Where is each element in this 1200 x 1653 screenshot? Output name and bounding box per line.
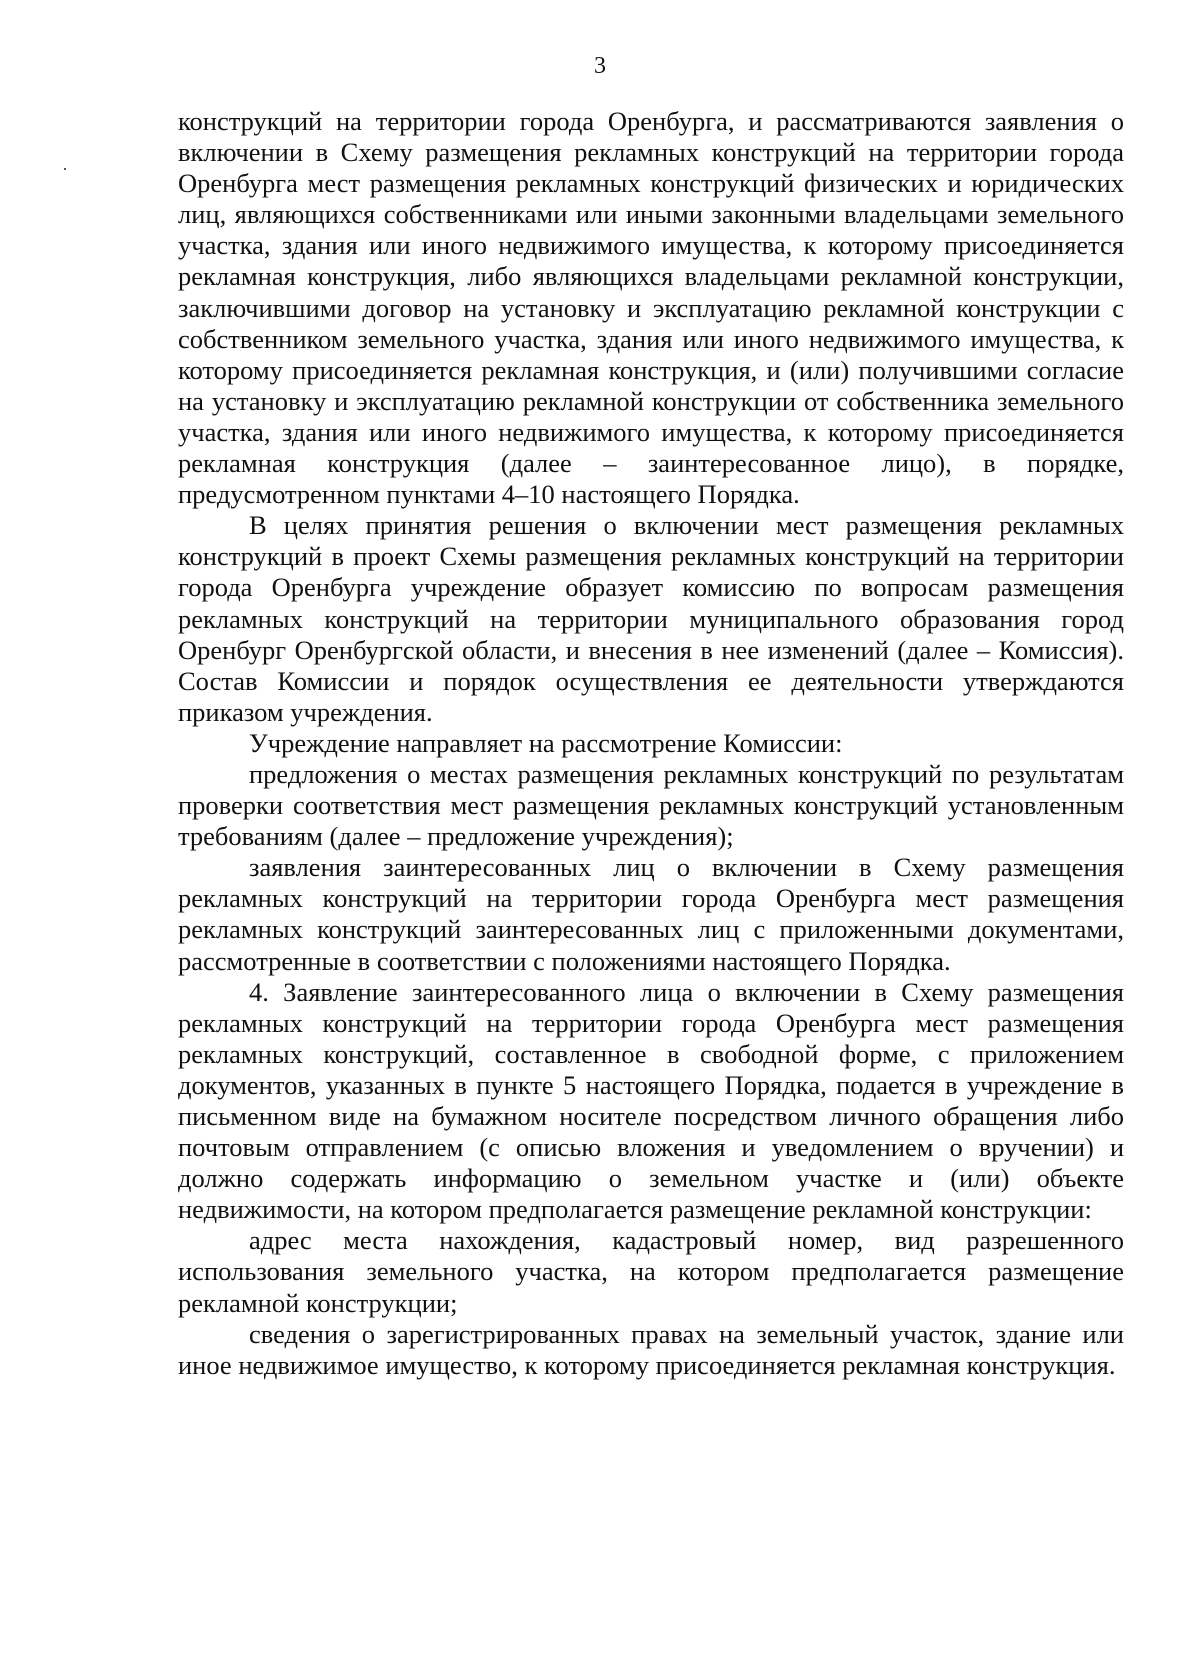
paragraph-rights-info: сведения о зарегистрированных правах на земельный участок, здание или иное недвижимое имущество, к которому присоединяется рекламная конструкция. <box>178 1318 1124 1380</box>
paragraph-commission: В целях принятия решения о включении мест размещения рекламных конструкций в проект Схемы размещения рекламных конструкций на территории города Оренбурга учреждение образует комиссию по вопросам размещения рекламных конструкций на территории муниципального образования город Оренбург Оренбургской области, и внесения в нее изменений (далее – Комиссия). Состав Комиссии и порядок осуществления ее деятельности утверждаются приказом учреждения. <box>178 510 1124 727</box>
page-number: 3 <box>594 53 606 79</box>
scan-speck <box>64 168 66 170</box>
paragraph-item-4: 4. Заявление заинтересованного лица о включении в Схему размещения рекламных конструкций на территории города Оренбурга мест размещения рекламных конструкций, составленное в свободной форме, с приложением документов, указанных в пункте 5 настоящего Порядка, подается в учреждение в письменном виде на бумажном носителе посредством личного обращения либо почтовым отправлением (с описью вложения и уведомлением о вручении) и должно содержать информацию о земельном участке и (или) объекте недвижимости, на котором предполагается размещение рекламной конструкции: <box>178 976 1124 1225</box>
paragraph-submission-intro: Учреждение направляет на рассмотрение Комиссии: <box>249 727 843 758</box>
paragraph-applications: заявления заинтересованных лиц о включении в Схему размещения рекламных конструкций на территории города Оренбурга мест размещения рекламных конструкций заинтересованных лиц с приложенными документами, рассмотренные в соответствии с положениями настоящего Порядка. <box>178 852 1124 976</box>
paragraph-proposals: предложения о местах размещения рекламных конструкций по результатам проверки соответствия мест размещения рекламных конструкций установленным требованиям (далее – предложение учреждения); <box>178 758 1124 852</box>
paragraph-continuation: конструкций на территории города Оренбурга, и рассматриваются заявления о включении в Схему размещения рекламных конструкций на территории города Оренбурга мест размещения рекламных конструкций физических и юридических лиц, являющихся собственниками или иными законными владельцами земельного участка, здания или иного недвижимого имущества, к которому присоединяется рекламная конструкция, либо являющихся владельцами рекламной конструкции, заключившими договор на установку и эксплуатацию рекламной конструкции с собственником земельного участка, здания или иного недвижимого имущества, к которому присоединяется рекламная конструкция, и (или) получившими согласие на установку и эксплуатацию рекламной конструкции от собственника земельного участка, здания или иного недвижимого имущества, к которому присоединяется рекламная конструкция (далее – заинтересованное лицо), в порядке, предусмотренном пунктами 4–10 настоящего Порядка. <box>178 106 1124 510</box>
paragraph-address-info: адрес места нахождения, кадастровый номер, вид разрешенного использования земельного участка, на котором предполагается размещение рекламной конструкции; <box>178 1225 1124 1318</box>
document-body <box>178 106 1124 1381</box>
